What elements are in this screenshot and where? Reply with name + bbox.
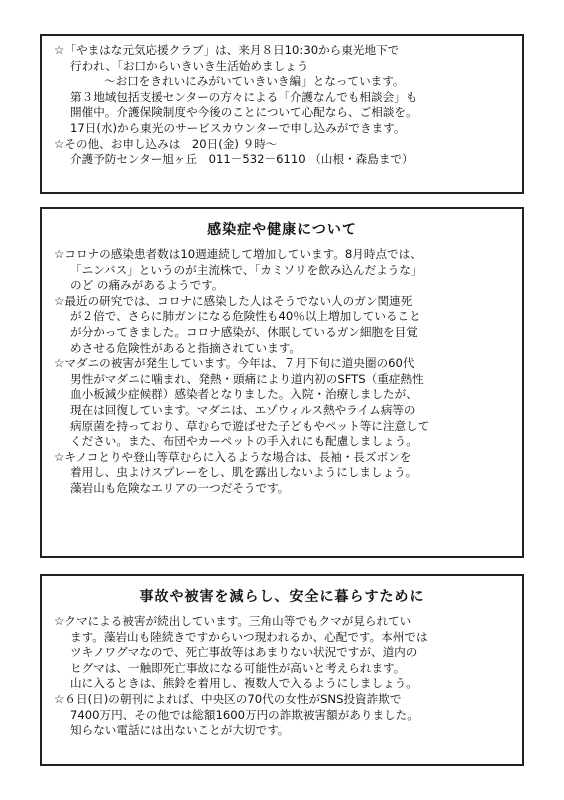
health-section-box <box>40 207 524 558</box>
text-line: 「ニンバス」というのが主流株で、「カミソリを飲み込んだような」 <box>70 262 423 277</box>
text-line: めさせる危険性があると指摘されています。 <box>70 340 301 355</box>
text-line: ヒグマは、一触即死亡事故になる可能性が高いと考えられます。 <box>70 660 406 675</box>
section-title: 事故や被害を減らし、安全に暮らすために <box>139 589 425 605</box>
text-line: 血小板減少症候群）感染者となりました。入院・治療しましたが、 <box>70 387 418 402</box>
text-line: ☆コロナの感染患者数は10週連続して増加しています。8月時点では、 <box>54 247 422 261</box>
text-line: ☆６日(日)の朝刊によれば、中央区の70代の女性がSNS投資詐欺で <box>54 691 402 706</box>
text-line: 知らない電話には出ないことが大切です。 <box>70 723 290 738</box>
text-line: ☆その他、お申し込みは 20日(金) ９時～ <box>54 136 278 151</box>
text-line: 山に入るときは、熊鈴を着用し、複数人で入るようにしましょう。 <box>70 676 418 691</box>
text-line: のど の痛みがあるようです。 <box>70 278 224 293</box>
text-line: ☆最近の研究では、コロナに感染した人はそうでない人のガン関連死 <box>54 293 413 308</box>
text-line: 介護予防センター旭ヶ丘 011－532－6110 （山根・森島まで） <box>70 152 414 167</box>
text-line: 現在は回復しています。マダニは、エゾウィルス熱やライム病等の <box>70 402 416 417</box>
text-line: 行われ、「お口からいきいき生活始めましょう <box>70 58 309 73</box>
text-line: 17日(水)から東光のサービスカウンターで申し込みができます。 <box>70 120 406 135</box>
text-line: ☆クマによる被害が続出しています。三角山等でもクマが見られてい <box>54 614 412 628</box>
safety-section-text <box>42 614 522 739</box>
text-line: が分かってきました。コロナ感染が、休眠しているガン細胞を目覚 <box>70 324 418 339</box>
safety-section-box <box>40 574 524 766</box>
text-line: が２倍で、さらに肺ガンになる危険性も40％以上増加していること <box>70 309 421 324</box>
text-line: 男性がマダニに噛まれ、発熱・頭痛により道内初のSFTS（重症熱性 <box>70 371 424 386</box>
health-section-text <box>42 247 522 497</box>
text-line: ください。また、布団やカーペットの手入れにも配慮しましょう。 <box>70 434 418 449</box>
text-line: ☆マダニの被害が発生しています。今年は、７月下旬に道央圏の60代 <box>54 356 415 371</box>
text-line: ツキノワグマなので、死亡事故等はあまりない状況ですが、道内の <box>70 645 418 660</box>
text-line: ☆「やまはな元気応援クラブ」は、来月８日10:30から東光地下で <box>54 43 400 57</box>
text-line: 病原菌を持っており、草むらで遊ばせた子どもやペット等に注意して <box>70 418 430 433</box>
text-line: 7400万円、その他では総額1600万円の詐欺被害額がありました。 <box>70 707 419 722</box>
text-line: 藻岩山も危険なエリアの一つだそうです。 <box>70 480 290 495</box>
notice-box-club <box>40 34 524 194</box>
text-line: 着用し、虫よけスプレーをし、肌を露出しないようにしましょう。 <box>70 465 418 480</box>
text-line: ます。藻岩山も陸続きですからいつ現われるか、心配です。本州では <box>70 629 428 644</box>
text-line: 第３地域包括支援センターの方々による「介護なんでも相談会」も <box>70 89 418 104</box>
text-line: 開催中。介護保険制度や今後のことについて心配なら、ご相談を。 <box>70 105 418 120</box>
club-notice-text <box>42 43 522 168</box>
section-title: 感染症や健康について <box>207 222 357 238</box>
text-line: ～お口をきれいにみがいていきいき編」となっています。 <box>104 74 405 89</box>
text-line: ☆キノコとりや登山等草むらに入るような場合は、長袖・長ズボンを <box>54 449 412 464</box>
